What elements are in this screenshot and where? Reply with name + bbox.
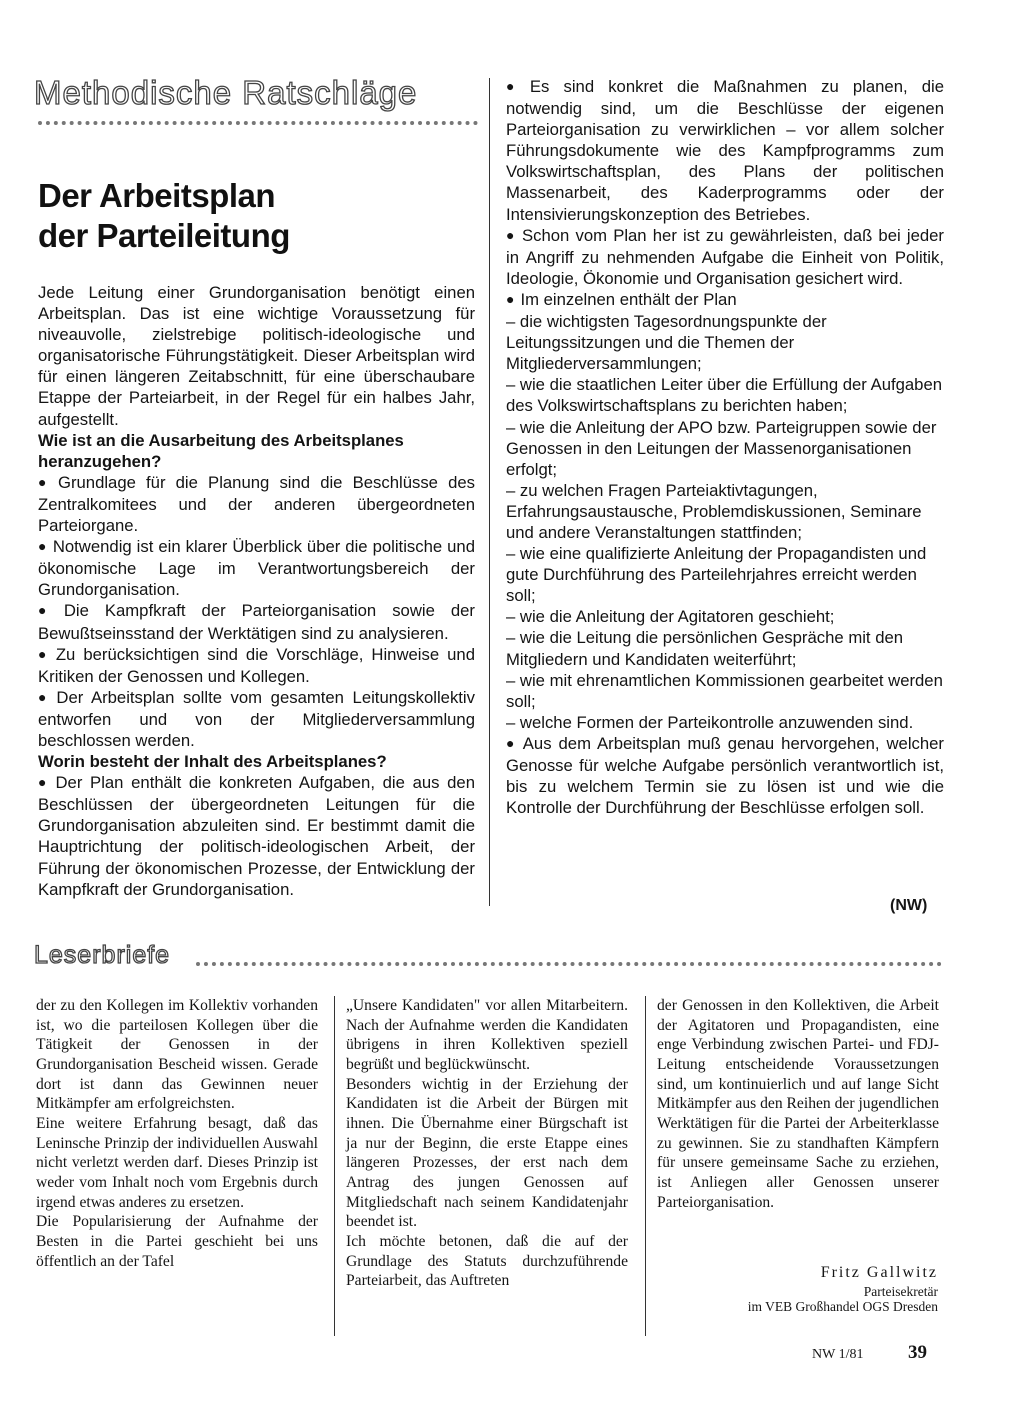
author-role: Parteisekretär [863, 1284, 938, 1299]
letter-column-1 [36, 996, 318, 1271]
article-column-left [38, 282, 475, 900]
author-name: Fritz Gallwitz [820, 1264, 938, 1281]
letter-column-3 [657, 996, 939, 1212]
dash-item: – wie mit ehrenamtlichen Kommissionen gearbeitet werden soll; [506, 670, 943, 711]
dash-item: – wie die Leitung die persönlichen Gespräche mit den Mitgliedern und Kandidaten weiterführt; [506, 628, 904, 669]
dash-item: – wie die staatlichen Leiter über die Erfüllung der Aufgaben des Volkswirtschaftsplans zu berichten haben; [506, 375, 943, 416]
dash-item: – wie die Anleitung der Agitatoren geschieht; [506, 607, 835, 627]
section-label-leserbriefe: Leserbriefe [34, 941, 171, 969]
column-divider [489, 78, 490, 906]
leserbriefe-rule [196, 962, 942, 966]
bullet-paragraph: ● Aus dem Arbeitsplan muß genau hervorgehen, welcher Genosse für welche Aufgabe persönlich verantwortlich ist, bis zu welchem Termin sie zu lösen ist und wie die Kontrolle der Durchführung der Beschlüsse erfolgen soll. [506, 733, 944, 818]
bullet-paragraph: ● Zu berücksichtigen sind die Vorschläge, Hinweise und Kritiken der Genossen und Kollegen. [38, 644, 475, 687]
paragraph: Jede Leitung einer Grundorganisation benötigt einen Arbeitsplan. Das ist eine wichtige Voraussetzung für niveauvolle, zielstrebige politisch-ideologische und organisatorische Führungstätigkeit. Dieser Arbeitsplan wird für einen längeren Zeitabschnitt, für eine überschaubare Etappe der Parteiarbeit, in der Regel für ein halbes Jahr, aufgestellt. [38, 283, 475, 429]
dash-item: – wie die Anleitung der APO bzw. Parteigruppen sowie der Genossen in den Leitungen der Massenorganisationen erfolgt; [506, 417, 937, 479]
issue-label: NW 1/81 [812, 1347, 864, 1362]
page-number: 39 [908, 1342, 927, 1363]
letter-paragraph: Besonders wichtig in der Erziehung der Kandidaten ist die Arbeit der Bürgen mit ihnen. Die Übernahme einer Bürgschaft ist ja nur der Beginn, die erste Etappe eines längeren Prozesses, der erst nach dem Antrag des jungen Genossen auf Mitgliedschaft nach seinem Kandidatenjahr beendet ist. [346, 1075, 628, 1231]
headline-line-2: der Parteileitung [38, 217, 290, 254]
headline-line-1: Der Arbeitsplan [38, 177, 276, 214]
letter-divider-1 [334, 996, 335, 1336]
article-column-right [506, 76, 944, 818]
bullet-paragraph: ● Im einzelnen enthält der Plan [506, 289, 944, 311]
article-headline [38, 176, 478, 256]
dash-item: – welche Formen der Parteikontrolle anzuwenden sind. [506, 712, 914, 732]
dash-item: – wie eine qualifizierte Anleitung der Propagandisten und gute Durchführung des Parteilehrjahres erreicht werden soll; [506, 544, 927, 606]
bullet-paragraph: ● Der Plan enthält die konkreten Aufgaben, die aus den Beschlüssen der übergeordneten Leitungen für die Grundorganisation abzuleiten sind. Er bestimmt damit die Hauptrichtung der politisch-ideologischen Arbeit, der Führung der ökonomischen Prozesse, der Entwicklung der Kampfkraft der Grundorganisation. [38, 772, 475, 900]
bullet-paragraph: ● Es sind konkret die Maßnahmen zu planen, die notwendig sind, um die Beschlüsse der eigenen Parteiorganisation zu verwirklichen – vor allem solcher Führungsdokumente wie des Kampfprogramms zum Volkswirtschaftsplan, des Plans der politischen Massenarbeit, des Kaderprogramms oder der Intensivierungskonzeption des Betriebes. [506, 76, 944, 225]
bullet-paragraph: ● Der Arbeitsplan sollte vom gesamten Leitungskollektiv entworfen und von der Mitgliederversammlung beschlossen werden. [38, 687, 475, 751]
bullet-paragraph: ● Schon vom Plan her ist zu gewährleisten, daß bei jeder in Angriff zu nehmenden Aufgabe die Einheit von Politik, Ideologie, Ökonomie und Organisation gesichert wird. [506, 225, 944, 289]
letter-paragraph: Die Popularisierung der Aufnahme der Besten in die Partei geschieht bei uns öffentlich an der Tafel [36, 1213, 318, 1270]
dash-item: – die wichtigsten Tagesordnungspunkte der Leitungssitzungen und die Themen der Mitgliederversammlungen; [506, 312, 827, 374]
section-label-methodische-ratschlaege: Methodische Ratschläge [34, 74, 418, 111]
letter-column-2 [346, 996, 628, 1291]
dash-item: – zu welchen Fragen Parteiaktivtagungen, Erfahrungsaustausche, Problemdiskussionen, Seminare und andere Veranstaltungen stattfinden; [506, 480, 922, 542]
letter-paragraph: „Unsere Kandidaten" vor allen Mitarbeitern. Nach der Aufnahme werden die Kandidaten übrigens in ihren Kollektiven speziell begrüßt und beglückwünscht. [346, 997, 628, 1073]
question-heading: Worin besteht der Inhalt des Arbeitsplanes? [38, 752, 387, 772]
letter-paragraph: Ich möchte betonen, daß die auf der Grundlage des Statuts durchzuführende Parteiarbeit, das Auftreten [346, 1232, 628, 1290]
bullet-paragraph: ● Notwendig ist ein klarer Überblick über die politische und ökonomische Lage im Verantwortungsbereich der Grundorganisation. [38, 536, 475, 600]
letter-paragraph: der zu den Kollegen im Kollektiv vorhanden ist, wo die parteilosen Kollegen über die Tätigkeit der Genossen in der Grundorganisation Bescheid wissen. Gerade dort ist dann das Gewinnen neuer Mitkämpfer am erfolgreichsten. [36, 997, 318, 1113]
section-rule [38, 121, 478, 125]
letter-paragraph: Eine weitere Erfahrung besagt, daß das Leninsche Prinzip der individuellen Auswahl nicht verletzt werden darf. Dieses Prinzip ist weder vom Inhalt noch vom Ergebnis durch irgend etwas anderes zu ersetzen. [36, 1114, 318, 1211]
article-signoff: (NW) [890, 897, 928, 914]
bullet-paragraph: ● Grundlage für die Planung sind die Beschlüsse des Zentralkomitees und der anderen übergeordneten Parteiorgane. [38, 472, 475, 536]
author-org: im VEB Großhandel OGS Dresden [747, 1299, 938, 1314]
letter-paragraph: der Genossen in den Kollektiven, die Arbeit der Agitatoren und Propagandisten, eine enge Verbindung zwischen Partei- und FDJ-Leitung entscheidende Voraussetzungen sind, um kontinuierlich und auf lange Sicht Mitkämpfer aus den Reihen der jugendlichen Werktätigen für die Partei der Arbeiterklasse zu gewinnen. Sie zu standhaften Kämpfern für unsere gemeinsame Sache zu erziehen, ist Anliegen aller Genossen unserer Parteiorganisation. [657, 997, 939, 1211]
bullet-paragraph: ● Die Kampfkraft der Parteiorganisation sowie der Bewußtseinsstand der Werktätigen sind zu analysieren. [38, 600, 475, 643]
letter-divider-2 [645, 996, 646, 1336]
question-heading: Wie ist an die Ausarbeitung des Arbeitsplanes heranzugehen? [38, 430, 404, 471]
